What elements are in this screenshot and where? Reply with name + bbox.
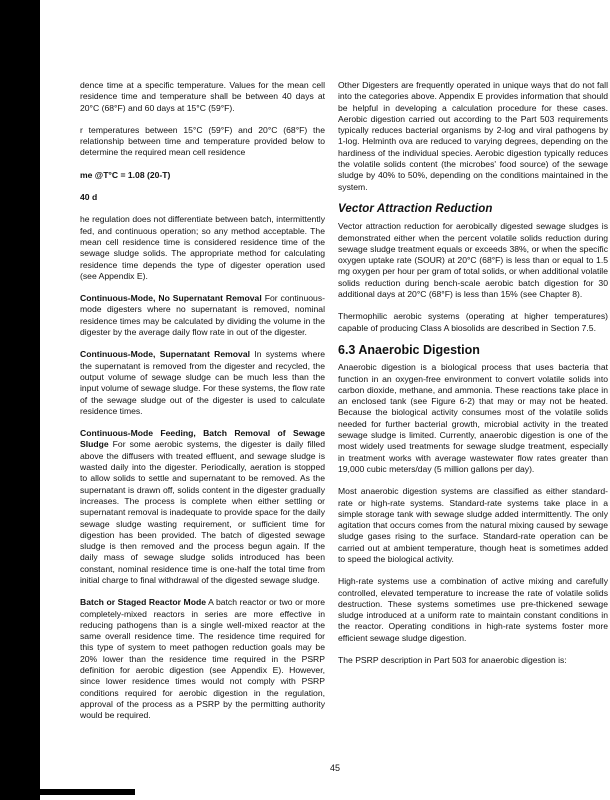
left-paragraph-6	[80, 428, 325, 586]
left-paragraph-7	[80, 597, 325, 721]
run-in-heading-batch-staged-reactor: Batch or Staged Reactor Mode	[80, 597, 206, 608]
left-paragraph-7-body: A batch reactor or two or more completely-mixed reactors in series are more effective in reducing pathogens than is a single well-mixed reactor at the same overall residence time. The residence time required for this type of system to meet pathogen reduction goals may be 20% lower than the residence time required in the PSRP definition for aerobic digestion (see Appendix E). However, since lower residence times would not comply with PSRP conditions required for aerobic digestion in the regulation, approval of the process as a PSRP by the permitting authority would be required.	[80, 597, 325, 721]
right-paragraph-4: Anaerobic digestion is a biological process that uses bacteria that function in an oxygen-free environment to convert volatile solids into carbon dioxide, methane, and ammonia. These reactions take place in an enclosed tank (see Figure 6-2) that may or may not be heated. Because the biological activity consumes most of the volatile solids needed for further bacterial growth, microbial activity in the treated sewage sludge is limited. Currently, anaerobic digestion is one of the most widely used treatments for sewage sludge treatment, especially in treatment works with average wastewater flow rates greater than 19,000 cubic meters/day (5 million gallons per day).	[338, 362, 608, 474]
left-paragraph-2: r temperatures between 15°C (59°F) and 20°C (68°F) the relationship between time and temperature provided below to determine the required mean cell residence	[80, 124, 325, 158]
residence-time-formula: me @T°C = 1.08 (20-T)	[80, 169, 171, 180]
scan-edge-shadow	[0, 0, 40, 800]
left-paragraph-4-body: For continuous-mode digesters where no supernatant is removed, nominal residence times may be calculated by dividing the volume in the digester by the average daily flow rate in out of the digester.	[80, 293, 325, 338]
page-number: 45	[330, 763, 341, 773]
run-in-heading-batch-removal: Continuous-Mode Feeding, Batch Removal of Sewage Sludge	[80, 428, 325, 450]
left-paragraph-5	[80, 349, 325, 417]
scan-bottom-mark	[30, 789, 135, 795]
left-paragraph-4	[80, 293, 325, 338]
right-paragraph-7: The PSRP description in Part 503 for anaerobic digestion is:	[338, 655, 567, 666]
left-paragraph-5-body: In systems where the supernatant is removed from the digester and recycled, the output volume of sewage sludge can be much less than the input volume of sewage sludge. For these systems, the flow rate of the sewage sludge out of the digester is used to calculate residence times.	[80, 349, 326, 416]
left-column	[80, 80, 325, 722]
right-paragraph-6: High-rate systems use a combination of active mixing and carefully controlled, elevated temperature to increase the rate of volatile solids destruction. These systems sometimes use pre-thickened sewage sludge introduced at a uniform rate to maintain constant conditions in the reactor. Operating conditions in high-rate systems foster more efficient sewage sludge digestion.	[338, 576, 608, 643]
vector-attraction-heading: Vector Attraction Reduction	[338, 202, 493, 215]
left-paragraph-6-body: For some aerobic systems, the digester is daily filled above the diffusers with treated effluent, and sewage sludge is wasted daily into the digester. Periodically, aeration is stopped to allow solids to settle and supernatant to be removed. As the supernatant is drawn off, solids content in the digester gradually increases. The process is complete when either settling or supernatant removal is inadequate to provide space for the daily sewage sludge wasting requirement, or sufficient time for digestion has been provided. The batch of digested sewage sludge is then removed and the process begun again. If the daily mass of sewage sludge solids introduced has been constant, nominal residence time is one-half the total time from initial charge to final withdrawal of the digested sewage sludge.	[80, 439, 325, 585]
right-paragraph-3: Thermophilic aerobic systems (operating at higher temperatures) capable of producing Class A biosolids are described in Section 7.5.	[338, 311, 608, 333]
right-paragraph-1: Other Digesters are frequently operated in unique ways that do not fall into the categories above. Appendix E provides information that should be helpful in developing a calculation procedure for these cases. Aerobic digestion carried out according to the Part 503 requirements typically reduces bacterial organisms by 2-log and viral pathogens by 1-log. Helminth ova are reduced to varying degrees, depending on the hardiness of the individual species. Aerobic digestion typically reduces the volatile solids content (the microbes' food source) of the sewage sludge by 40% to 50%, depending on the conditions maintained in the system.	[338, 80, 608, 192]
anaerobic-digestion-section-heading: 6.3 Anaerobic Digestion	[338, 342, 480, 357]
left-paragraph-3: he regulation does not differentiate between batch, intermittently fed, and continuous operation; so any method acceptable. The mean cell residence time is considered residence time of the sewage sludge solids. The appropriate method for calculating residence time depends the type of digester operation used (see Appendix E).	[80, 214, 325, 281]
right-paragraph-2: Vector attraction reduction for aerobically digested sewage sludges is demonstrated either when the percent volatile solids reduction during sewage sludge treatment equals or exceeds 38%, or when the specific oxygen uptake rate (SOUR) at 20°C (68°F) is less than or equal to 1.5 mg oxygen per hour per gram of total solids, or when additional volatile solids reduction during bench-scale aerobic batch digestion for 30 additional days at 20°C (68°F) is less than 15% (see Chapter 8).	[338, 221, 608, 300]
run-in-heading-no-supernatant-removal: Continuous-Mode, No Supernatant Removal	[80, 293, 262, 304]
residence-time-formula-denominator: 40 d	[80, 192, 98, 203]
right-paragraph-5: Most anaerobic digestion systems are classified as either standard-rate or high-rate systems. Standard-rate systems take place in a simple storage tank with sewage sludge added intermittently. The only agitation that occurs comes from the natural mixing caused by sewage sludge gases rising to the surface. Standard-rate operation can be carried out at ambient temperature, though heat is sometimes added to speed the biological activity.	[338, 486, 608, 564]
run-in-heading-supernatant-removal: Continuous-Mode, Supernatant Removal	[80, 349, 250, 360]
left-paragraph-1: dence time at a specific temperature. Values for the mean cell residence time and temperature shall be between 40 days at 20°C (68°F) and 60 days at 15°C (59°F).	[80, 80, 325, 113]
right-column	[338, 80, 608, 666]
